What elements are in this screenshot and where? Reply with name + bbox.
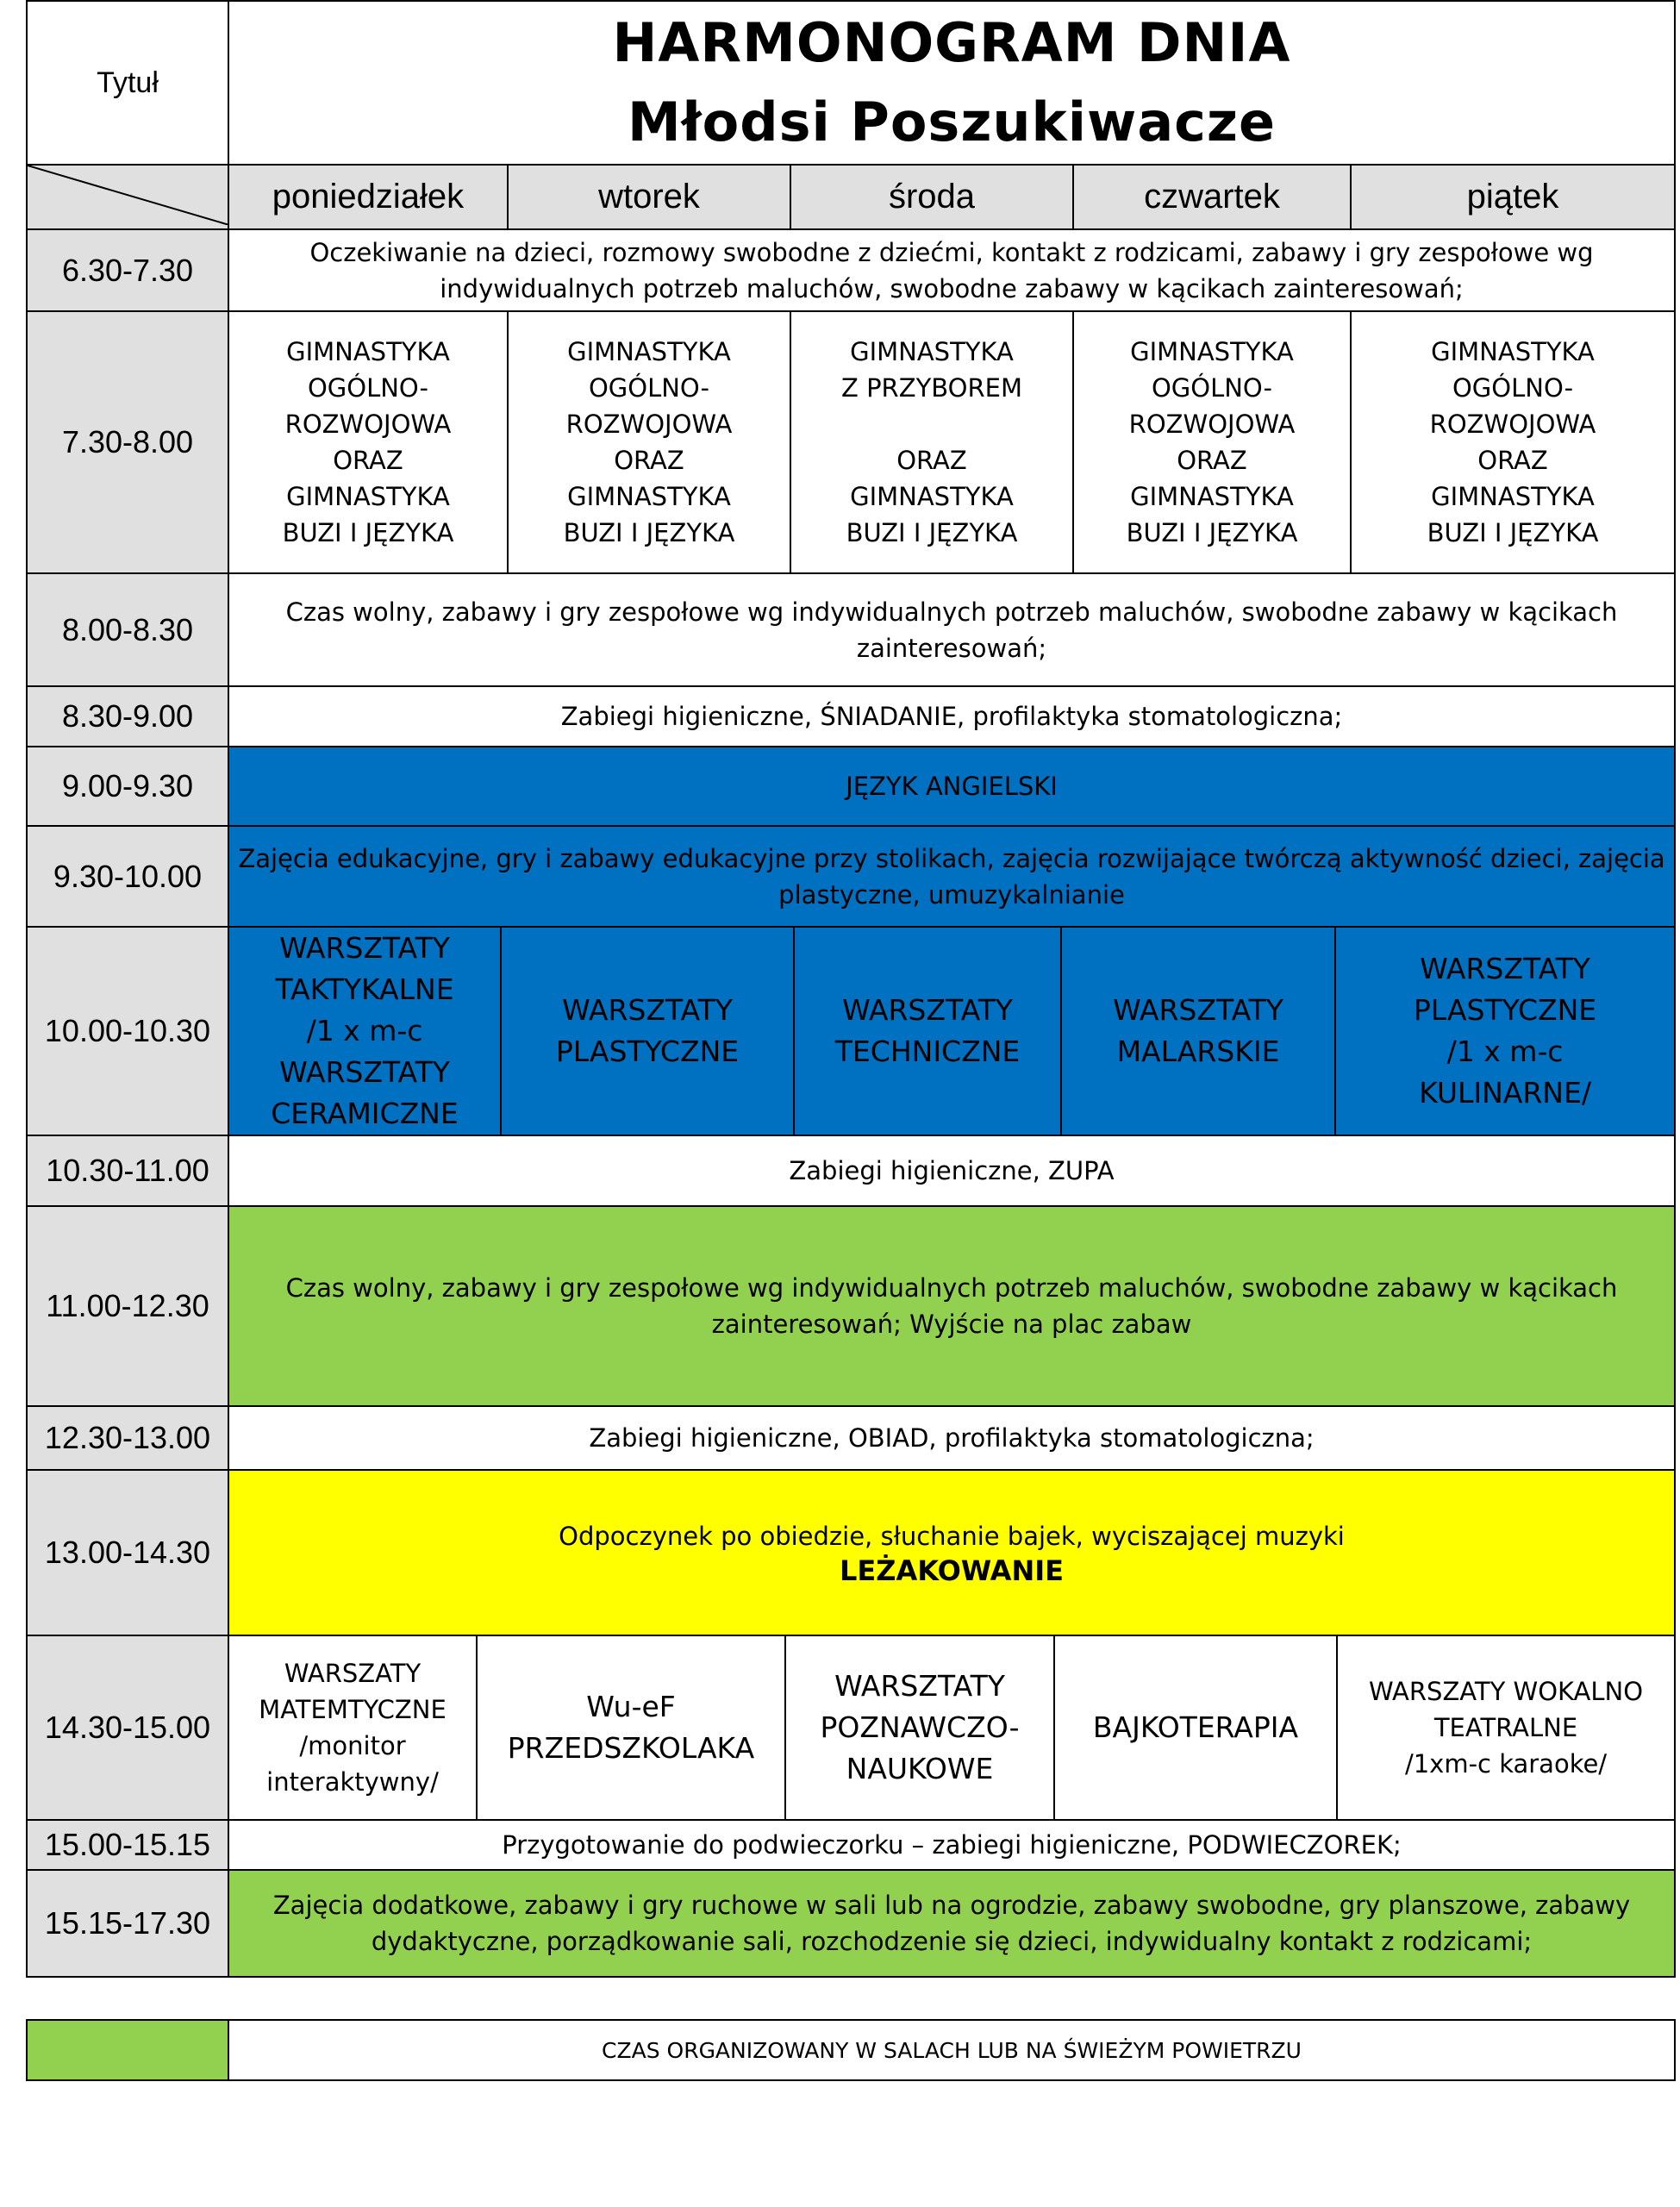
row-0630 <box>27 229 1675 311</box>
title-cell <box>228 1 1675 165</box>
time-cell: 9.30-10.00 <box>27 826 228 927</box>
workshop-thursday: WARSZTATY MALARSKIE <box>1060 928 1334 1135</box>
legend-text: CZAS ORGANIZOWANY W SALACH LUB NA ŚWIEŻYM POWIETRZU <box>228 2020 1675 2080</box>
workshop-wednesday: WARSZTATY TECHNICZNE <box>793 928 1060 1135</box>
row-1430 <box>27 1635 1675 1820</box>
time-cell: 13.00-14.30 <box>27 1470 228 1635</box>
time-cell: 8.30-9.00 <box>27 686 228 747</box>
afternoon-friday: WARSZATY WOKALNO TEATRALNE /1xm-c karaoke/ <box>1336 1636 1674 1819</box>
row-1515 <box>27 1870 1675 1977</box>
schedule-sheet <box>26 0 1674 2063</box>
activity-cell: Czas wolny, zabawy i gry zespołowe wg indywidualnych potrzeb maluchów, swobodne zabawy w kącikach zainteresowań; Wyjście na plac zabaw <box>228 1206 1675 1406</box>
row-1030 <box>27 1135 1675 1206</box>
workshop-friday: WARSZTATY PLASTYCZNE /1 x m-c KULINARNE/ <box>1334 928 1674 1135</box>
row-1300 <box>27 1470 1675 1635</box>
row-0730 <box>27 311 1675 573</box>
time-cell: 10.00-10.30 <box>27 927 228 1135</box>
time-cell: 7.30-8.00 <box>27 311 228 573</box>
time-cell: 6.30-7.30 <box>27 229 228 311</box>
workshop-tuesday: WARSZTATY PLASTYCZNE <box>500 928 793 1135</box>
row-0830 <box>27 686 1675 747</box>
gym-monday: GIMNASTYKA OGÓLNO- ROZWOJOWA ORAZ GIMNASTYKA BUZI I JĘZYKA <box>228 311 508 573</box>
afternoon-thursday: BAJKOTERAPIA <box>1053 1636 1336 1819</box>
day-tuesday: wtorek <box>508 165 790 229</box>
legend-table <box>26 2019 1676 2081</box>
gym-tuesday: GIMNASTYKA OGÓLNO- ROZWOJOWA ORAZ GIMNASTYKA BUZI I JĘZYKA <box>508 311 790 573</box>
activity-cell: Zajęcia edukacyjne, gry i zabawy edukacyjne przy stolikach, zajęcia rozwijające twórczą aktywność dzieci, zajęcia plastyczne, umuzykalnianie <box>228 826 1675 927</box>
activity-cell: Zabiegi higieniczne, ZUPA <box>228 1135 1675 1206</box>
time-cell: 14.30-15.00 <box>27 1635 228 1820</box>
day-thursday: czwartek <box>1073 165 1351 229</box>
row-1230 <box>27 1406 1675 1470</box>
legend-swatch <box>27 2020 228 2080</box>
time-cell: 8.00-8.30 <box>27 573 228 686</box>
activity-cell: Przygotowanie do podwieczorku – zabiegi higieniczne, PODWIECZOREK; <box>228 1820 1675 1870</box>
time-cell: 11.00-12.30 <box>27 1206 228 1406</box>
rest-bold-label: LEŻAKOWANIE <box>840 1554 1064 1587</box>
title-label: Tytuł <box>27 1 228 165</box>
row-0800 <box>27 573 1675 686</box>
row-0930 <box>27 826 1675 927</box>
gym-friday: GIMNASTYKA OGÓLNO- ROZWOJOWA ORAZ GIMNASTYKA BUZI I JĘZYKA <box>1351 311 1675 573</box>
activity-cell: Oczekiwanie na dzieci, rozmowy swobodne z dziećmi, kontakt z rodzicami, zabawy i gry zespołowe wg indywidualnych potrzeb maluchów, swobodne zabawy w kącikach zainteresowań; <box>228 229 1675 311</box>
gym-thursday: GIMNASTYKA OGÓLNO- ROZWOJOWA ORAZ GIMNASTYKA BUZI I JĘZYKA <box>1073 311 1351 573</box>
diagonal-line <box>28 166 229 225</box>
page-subtitle: Młodsi Poszukiwacze <box>627 91 1277 153</box>
activity-cell: Zabiegi higieniczne, ŚNIADANIE, profilaktyka stomatologiczna; <box>228 686 1675 747</box>
activity-cell: Zabiegi higieniczne, OBIAD, profilaktyka stomatologiczna; <box>228 1406 1675 1470</box>
row-1100 <box>27 1206 1675 1406</box>
activity-cell: Zajęcia dodatkowe, zabawy i gry ruchowe w sali lub na ogrodzie, zabawy swobodne, gry planszowe, zabawy dydaktyczne, porządkowanie sali, rozchodzenie się dzieci, indywidualny kontakt z rodzicami; <box>228 1870 1675 1977</box>
rest-cell <box>228 1470 1675 1635</box>
afternoon-monday: WARSZATY MATEMTYCZNE /monitor interaktywny/ <box>259 1659 447 1797</box>
afternoon-wednesday: WARSZTATY POZNAWCZO- NAUKOWE <box>784 1636 1053 1819</box>
time-cell: 10.30-11.00 <box>27 1135 228 1206</box>
activity-cell: Czas wolny, zabawy i gry zespołowe wg indywidualnych potrzeb maluchów, swobodne zabawy w kącikach zainteresowań; <box>228 573 1675 686</box>
page-title: HARMONOGRAM DNIA <box>612 11 1291 74</box>
day-monday: poniedziałek <box>228 165 508 229</box>
gym-wednesday: GIMNASTYKA Z PRZYBOREM ORAZ GIMNASTYKA BUZI I JĘZYKA <box>790 311 1073 573</box>
time-cell: 15.15-17.30 <box>27 1870 228 1977</box>
days-header-row <box>27 165 1675 229</box>
row-1000 <box>27 927 1675 1135</box>
time-cell: 9.00-9.30 <box>27 747 228 826</box>
workshops-row <box>228 927 1675 1135</box>
day-wednesday: środa <box>790 165 1073 229</box>
time-cell: 12.30-13.00 <box>27 1406 228 1470</box>
rest-text: Odpoczynek po obiedzie, słuchanie bajek, wyciszającej muzyki <box>559 1522 1345 1551</box>
activity-cell-english: JĘZYK ANGIELSKI <box>228 747 1675 826</box>
row-1500 <box>27 1820 1675 1870</box>
afternoon-tuesday: Wu-eF PRZEDSZKOLAKA <box>476 1636 784 1819</box>
title-row <box>27 1 1675 165</box>
corner-cell <box>27 165 228 229</box>
schedule-table <box>26 0 1676 1978</box>
afternoon-workshops-row <box>228 1635 1675 1820</box>
row-0900 <box>27 747 1675 826</box>
workshop-monday: WARSZTATY TAKTYKALNE /1 x m-c WARSZTATY CERAMICZNE <box>271 931 459 1130</box>
time-cell: 15.00-15.15 <box>27 1820 228 1870</box>
day-friday: piątek <box>1351 165 1675 229</box>
